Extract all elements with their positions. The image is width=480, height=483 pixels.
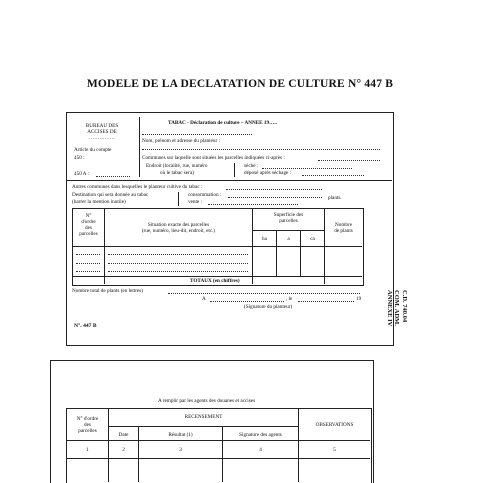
col-number-4: 4	[259, 447, 262, 453]
name-label: Nom, prénom et adresse du planteur :	[142, 138, 220, 144]
table-row-line	[66, 440, 370, 441]
table-row-line	[72, 246, 362, 247]
form-number: N°. 447 B	[74, 323, 97, 329]
entry-row[interactable]	[76, 254, 100, 255]
nombre-total-label: Nombre total de plants (en lettres)	[72, 288, 144, 294]
name-field[interactable]	[142, 149, 380, 150]
entry-row[interactable]	[76, 263, 100, 264]
col-number-2: 2	[122, 447, 125, 453]
destination-label: Destination qui sera donnée au tabac	[72, 192, 149, 198]
destination-brace	[178, 192, 179, 206]
autres-label: Autres communes dans lesquelles le planteur cultive du tabac :	[72, 184, 203, 190]
bureau-divider	[139, 117, 140, 177]
entry-row[interactable]	[108, 254, 248, 255]
vente-label: vente :	[188, 199, 202, 205]
col-number-1: 1	[86, 447, 89, 453]
communes-field[interactable]	[318, 160, 380, 161]
bureau-label: BUREAU DES ACCISES DE ……………	[85, 123, 119, 141]
table-row-line	[66, 458, 370, 459]
col-resultat: Résultat (1)	[168, 432, 193, 438]
totaux-label: TOTAUX (en chiffres)	[190, 278, 240, 284]
table-col-line	[298, 408, 299, 482]
plants-suffix: plants.	[328, 195, 342, 201]
table-row-line	[108, 426, 298, 427]
consommation-label: consommation :	[188, 192, 222, 198]
col-number-5: 5	[333, 447, 336, 453]
page-title: MODELE DE LA DECLATATION DE CULTURE N° 447 B	[86, 78, 394, 90]
le-label: , le	[286, 296, 293, 302]
entry-row[interactable]	[108, 263, 248, 264]
side-note: C.D. 740.04 COM. ADM. ANNEXE IV	[386, 290, 408, 327]
lieu-field[interactable]	[210, 301, 284, 302]
a-label: A	[202, 296, 206, 302]
col-observations: OBSERVATIONS	[315, 422, 354, 428]
recensement-header: RECENSEMENT	[184, 414, 223, 420]
article-450a-field[interactable]	[96, 176, 130, 177]
col-ordre: N° d'ordre des parcelles	[79, 213, 98, 237]
col-number-3: 3	[179, 447, 182, 453]
date-field[interactable]	[298, 301, 354, 302]
year-label: 19	[356, 296, 362, 302]
endroit-label: Endroit (localité, rue, numéro	[146, 163, 208, 169]
col-signature: Signature des agents	[239, 432, 282, 438]
form-header: TABAC - Déclaration de culture – ANNEE 19…..	[168, 120, 277, 126]
name-field-top[interactable]	[142, 134, 252, 135]
vente-field[interactable]	[208, 204, 298, 205]
col-nombre: Nombre de plants	[334, 222, 353, 234]
destination-label-2: (barrer la mention inutile)	[72, 199, 126, 205]
communes-label: Communes sur laquelle sont situées les parcelles indiquées ci-après :	[142, 155, 285, 161]
col-situation: Situation exacte des parcelles (rue, numéro, lieu-dit, endroit, etc.)	[141, 222, 216, 234]
endroit-label-2: où le tabac sera)	[160, 170, 194, 176]
article-450-label: 450 :	[74, 155, 85, 161]
seche-field[interactable]	[262, 168, 352, 169]
consommation-field[interactable]	[228, 197, 322, 198]
col-ca: ca	[310, 236, 315, 242]
entry-row[interactable]	[108, 271, 248, 272]
col-ordre: N° d'ordre des parcelles	[76, 416, 99, 434]
seche-label: séché :	[244, 163, 259, 169]
brace	[234, 163, 235, 177]
article-450a-label: 450 A :	[74, 171, 89, 177]
section-separator	[66, 180, 392, 181]
depose-field[interactable]	[302, 175, 364, 176]
autres-field[interactable]	[226, 189, 322, 190]
col-superficie: Superficie des parcelles	[273, 212, 304, 224]
table-row-line	[72, 276, 362, 277]
col-a: a	[287, 236, 290, 242]
col-ha: ha	[262, 236, 267, 242]
depose-label: déposé après séchage :	[244, 170, 292, 176]
col-date: Date	[118, 432, 129, 438]
table-row-line	[252, 230, 324, 231]
article-label: Article du compte	[74, 147, 112, 153]
entry-row[interactable]	[76, 271, 100, 272]
nombre-total-field[interactable]	[168, 293, 360, 294]
agents-header: A remplir par les agents des douanes et accises	[158, 398, 256, 404]
signature-label: (Signature du planteur)	[244, 304, 293, 310]
